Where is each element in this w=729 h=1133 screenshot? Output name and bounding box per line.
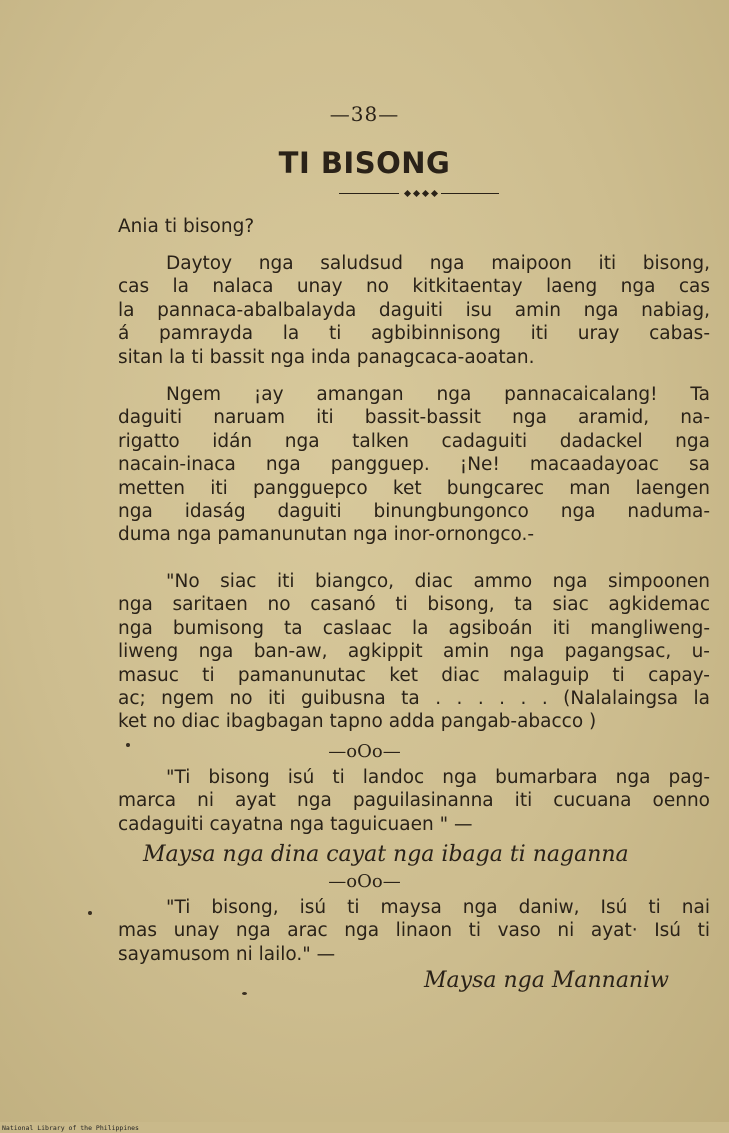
text-line: "Ti bisong isú ti landoc nga bumarbara nga pag-: [166, 767, 710, 788]
opening-question: Ania ti bisong?: [118, 216, 255, 237]
text-line: cadaguiti cayatna nga taguicuaen " —: [118, 813, 473, 835]
text-line: "No siac iti biangco, diac ammo nga simpoonen: [166, 571, 710, 592]
signature-2: Maysa nga Mannaniw: [424, 968, 669, 993]
text-line: rigatto idán nga talken cadaguiti dadackel nga: [118, 430, 710, 452]
print-speck: [126, 743, 130, 747]
text-line: Ngem ¡ay amangan nga pannacaicalang! Ta: [166, 384, 710, 405]
text-line: cas la nalaca unay no kitkitaentay laeng nga cas: [118, 276, 710, 298]
print-speck: [242, 992, 247, 995]
text-line: á pamrayda la ti agbibinnisong iti uray cabas-: [118, 323, 710, 345]
signature-1: Maysa nga dina cayat nga ibaga ti naganna: [143, 842, 629, 867]
paragraph-2: [118, 383, 710, 547]
text-line: masuc ti pamanunutac ket diac malaguip ti capay-: [118, 664, 710, 686]
text-line: nga saritaen no casanó ti bisong, ta siac agkidemac: [118, 594, 710, 616]
text-line: marca ni ayat nga paguilasinanna iti cucuana oenno: [118, 790, 710, 812]
text-line: nacain-inaca nga pangguep. ¡Ne! macaadayoac sa: [118, 454, 710, 476]
text-line: la pannaca-abalbalayda daguiti isu amin nga nabiag,: [118, 299, 710, 321]
paragraph-3: [118, 570, 710, 734]
text-line: ket no diac ibagbagan tapno adda pangab-abacco ): [118, 711, 597, 733]
paragraph-4: [118, 766, 710, 836]
text-line: Daytoy nga saludsud nga maipoon iti bisong,: [166, 253, 710, 274]
text-line: nga bumisong ta caslaac la agsiboán iti mangliweng-: [118, 617, 710, 639]
paragraph-1: [118, 252, 710, 369]
text-line: sitan la ti bassit nga inda panagcaca-aoatan.: [118, 346, 535, 368]
text-line: liweng nga ban-aw, agkippit amin nga pagangsac, u-: [118, 641, 710, 663]
text-line: "Ti bisong, isú ti maysa nga daniw, Isú ti nai: [166, 897, 710, 918]
paragraph-5: [118, 896, 710, 966]
archive-footer: National Library of the Philippines: [2, 1124, 139, 1132]
separator-1: —oOo—: [328, 741, 401, 762]
text-line: sayamusom ni lailo." —: [118, 943, 336, 965]
text-line: mas unay nga arac nga linaon ti vaso ni ayat· Isú ti: [118, 920, 710, 942]
article-title: TI BISONG: [278, 146, 451, 180]
title-ornament: [339, 190, 499, 198]
text-line: metten iti pangguepco ket bungcarec man laengen: [118, 477, 710, 499]
text-line: duma nga pamanunutan nga inor-ornongco.-: [118, 524, 535, 546]
page-number: —38—: [329, 102, 400, 126]
separator-2: —oOo—: [328, 871, 401, 892]
text-line: daguiti naruam iti bassit-bassit nga aramid, na-: [118, 407, 710, 429]
print-speck: [88, 911, 92, 915]
text-line: ac; ngem no iti guibusna ta . . . . . . (Nalalaingsa la: [118, 688, 710, 710]
text-line: nga idaság daguiti binungbungonco nga naduma-: [118, 501, 710, 523]
